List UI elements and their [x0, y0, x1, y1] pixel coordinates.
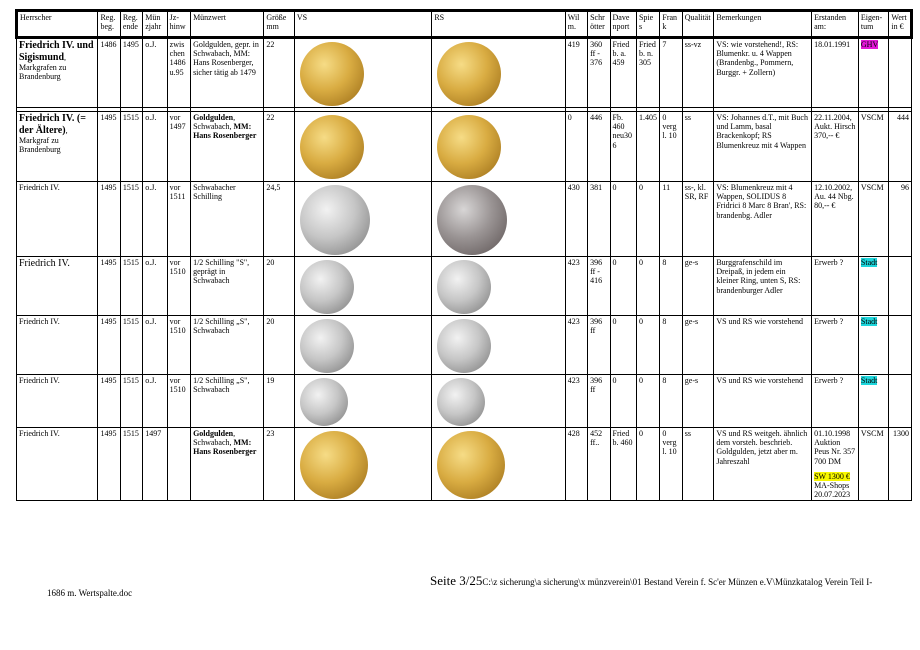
gold-coin-reverse-image	[437, 42, 501, 106]
davenport: 0	[610, 316, 636, 375]
herrscher-name: Friedrich IV.	[17, 375, 98, 428]
wert	[889, 38, 912, 108]
wert	[889, 316, 912, 375]
qualitaet: ss-, kl. SR, RF	[682, 182, 714, 257]
bemerkungen: VS: Blumenkreuz mit 4 Wappen, SOLIDUS 8 Fridrici 8 Marc 8 Bran', RS: brandenbg. Adler	[714, 182, 812, 257]
muenzwert-type: Goldgulden	[193, 429, 234, 438]
gold-coin-obverse-image	[300, 431, 368, 499]
silver-coin-obverse-image	[300, 319, 354, 373]
jz-hinw: zwis chen 1486 u.95	[167, 38, 190, 108]
gold-coin-reverse-image	[437, 431, 505, 499]
gold-coin-obverse-image	[300, 115, 364, 179]
reg-ende: 1515	[120, 112, 142, 182]
col-schroetter: Schr ötter	[588, 11, 610, 38]
col-reg-beg: Reg. beg.	[98, 11, 120, 38]
erstanden: Erwerb ?	[812, 316, 859, 375]
table-row	[17, 316, 912, 375]
page-number: Seite 3/25	[430, 573, 483, 588]
wert: 1300	[889, 428, 912, 501]
silver-coin-reverse-image	[437, 378, 485, 426]
col-bemerkungen: Bemerkungen	[714, 11, 812, 38]
groesse: 22	[264, 38, 295, 108]
schroetter: 396 ff - 416	[588, 257, 610, 316]
herrscher-name: Friedrich IV. (= der Ältere)	[19, 113, 86, 136]
wil: 430	[565, 182, 587, 257]
silver-coin-obverse-image	[300, 260, 354, 314]
reg-ende: 1515	[120, 182, 142, 257]
wil: 428	[565, 428, 587, 501]
silver-coin-obverse-image	[300, 185, 370, 255]
silver-coin-reverse-image	[437, 185, 507, 255]
davenport: Fried b. a. 459	[610, 38, 636, 108]
herrscher-title: , Markgraf zu Brandenburg	[19, 125, 68, 155]
muenzwert-mintmaster: MM: Hans Rosenberger	[193, 438, 257, 457]
davenport: 0	[610, 257, 636, 316]
groesse: 20	[264, 316, 295, 375]
gold-coin-reverse-image	[437, 115, 501, 179]
col-muenzwert: Münzwert	[191, 11, 264, 38]
wil: 423	[565, 257, 587, 316]
bemerkungen: VS: wie vorstehend!, RS: Blumenkr. u. 4 Wappen (Brandenbg., Pommern, Burggr. + Zollern)	[714, 38, 812, 108]
reg-beg: 1495	[98, 316, 120, 375]
muenzjahr: o.J.	[143, 112, 167, 182]
eigentum: VSCM	[858, 428, 889, 501]
col-erstanden: Erstanden am:	[812, 11, 859, 38]
groesse: 20	[264, 257, 295, 316]
wil: 0	[565, 112, 587, 182]
spies: 0	[636, 182, 659, 257]
davenport: 0	[610, 182, 636, 257]
frank: 8	[660, 316, 682, 375]
herrscher-name: Friedrich IV.	[17, 182, 98, 257]
davenport: 0	[610, 375, 636, 428]
erstanden: 22.11.2004, Aukt. Hirsch 370,-- €	[812, 112, 859, 182]
wil: 419	[565, 38, 587, 108]
col-rs: RS	[432, 11, 565, 38]
schroetter: 396 ff	[588, 375, 610, 428]
muenzwert: 1/2 Schilling „S", Schwabach	[191, 375, 264, 428]
reg-ende: 1515	[120, 316, 142, 375]
frank: 8	[660, 375, 682, 428]
muenzwert: Goldgulden, gepr. in Schwabach, MM: Hans Rosenberger, sicher tätig ab 1479	[191, 38, 264, 108]
muenzwert-place: , Schwabach,	[193, 429, 236, 448]
table-row	[17, 38, 912, 108]
muenzjahr: o.J.	[143, 375, 167, 428]
wert: 96	[889, 182, 912, 257]
col-muenzjahr: Mün zjahr	[143, 11, 167, 38]
frank: 8	[660, 257, 682, 316]
jz-hinw: vor 1510	[167, 316, 190, 375]
schroetter: 360 ff - 376	[588, 38, 610, 108]
eigentum-badge: Stadt	[860, 376, 878, 385]
wert	[889, 257, 912, 316]
table-row	[17, 375, 912, 428]
wil: 423	[565, 375, 587, 428]
eigentum-badge: Stadt	[860, 258, 878, 267]
page-footer	[430, 573, 872, 589]
groesse: 23	[264, 428, 295, 501]
bemerkungen: VS: Johannes d.T., mit Buch und Lamm, basal Brackenkopf; RS Blumenkreuz mit 4 Wappen	[714, 112, 812, 182]
erstanden-highlight: SW 1300 €	[814, 471, 850, 481]
reg-ende: 1515	[120, 257, 142, 316]
herrscher-name: Friedrich IV.	[17, 316, 98, 375]
wert	[889, 375, 912, 428]
col-wil: Wil m.	[565, 11, 587, 38]
header-row	[17, 11, 912, 38]
spies: 0	[636, 375, 659, 428]
davenport: Fried b. 460	[610, 428, 636, 501]
muenzjahr: o.J.	[143, 316, 167, 375]
herrscher-name: Friedrich IV. und Sigismund	[19, 40, 94, 63]
erstanden-after: MA-Shops 20.07.2023	[814, 480, 851, 500]
muenzwert: Schwabacher Schilling	[191, 182, 264, 257]
muenzwert-mintmaster: MM: Hans Rosenberger	[193, 122, 257, 141]
schroetter: 396 ff	[588, 316, 610, 375]
frank: 0 verg l. 10	[660, 428, 682, 501]
erstanden: 01.10.1998 Auktion Peus Nr. 357 700 DM	[814, 429, 856, 466]
col-wert: Wert in €	[889, 11, 912, 38]
file-path-continued: 1686 m. Wertspalte.doc	[47, 588, 133, 598]
muenzwert: 1/2 Schilling "S", geprägt in Schwabach	[191, 257, 264, 316]
spies: 0	[636, 316, 659, 375]
bemerkungen: VS und RS weitgeh. ähnlich dem vorsteh. beschrieb. Goldgulden, jetzt aber m. Jahreszahl	[714, 428, 812, 501]
reg-ende: 1515	[120, 428, 142, 501]
reg-beg: 1495	[98, 375, 120, 428]
qualitaet: ge-s	[682, 375, 714, 428]
qualitaet: ss-vz	[682, 38, 714, 108]
erstanden: 18.01.1991	[812, 38, 859, 108]
jz-hinw: vor 1497	[167, 112, 190, 182]
muenzwert: 1/2 Schilling „S", Schwabach	[191, 316, 264, 375]
col-spies: Spie s	[636, 11, 659, 38]
spies: 1.405	[636, 112, 659, 182]
coin-catalog-table	[15, 9, 913, 501]
groesse: 24,5	[264, 182, 295, 257]
qualitaet: ss	[682, 428, 714, 501]
eigentum: VSCM	[858, 182, 889, 257]
muenzwert-type: Goldgulden	[193, 113, 234, 122]
schroetter: 452 ff..	[588, 428, 610, 501]
erstanden: Erwerb ?	[812, 375, 859, 428]
eigentum-badge: Stadt	[860, 317, 878, 326]
davenport: Fb. 460 neu30 6	[610, 112, 636, 182]
reg-beg: 1495	[98, 257, 120, 316]
wil: 423	[565, 316, 587, 375]
schroetter: 381	[588, 182, 610, 257]
jz-hinw: vor 1510	[167, 257, 190, 316]
muenzjahr: o.J.	[143, 182, 167, 257]
qualitaet: ss	[682, 112, 714, 182]
frank: 11	[660, 182, 682, 257]
wert: 444	[889, 112, 912, 182]
muenzwert-place: , Schwabach,	[193, 113, 236, 132]
herrscher-name: Friedrich IV.	[17, 428, 98, 501]
qualitaet: ge-s	[682, 257, 714, 316]
col-qualitaet: Qualität	[682, 11, 714, 38]
spies: 0	[636, 257, 659, 316]
reg-beg: 1495	[98, 428, 120, 501]
reg-beg: 1495	[98, 112, 120, 182]
muenzjahr: o.J.	[143, 257, 167, 316]
col-eigentum: Eigen-tum	[858, 11, 889, 38]
schroetter: 446	[588, 112, 610, 182]
groesse: 19	[264, 375, 295, 428]
spies: Fried b. n. 305	[636, 38, 659, 108]
silver-coin-reverse-image	[437, 319, 491, 373]
erstanden: 12.10.2002, Au. 44 Nbg. 80,-- €	[812, 182, 859, 257]
jz-hinw	[167, 428, 190, 501]
jz-hinw: vor 1511	[167, 182, 190, 257]
qualitaet: ge-s	[682, 316, 714, 375]
frank: 0 verg l. 10	[660, 112, 682, 182]
herrscher-title: , Markgrafen zu Brandenburg	[19, 52, 67, 82]
table-row	[17, 257, 912, 316]
bemerkungen: VS und RS wie vorstehend	[714, 316, 812, 375]
eigentum: VSCM	[858, 112, 889, 182]
table-row	[17, 428, 912, 501]
table-row	[17, 112, 912, 182]
col-reg-ende: Reg. ende	[120, 11, 142, 38]
silver-coin-obverse-image	[300, 378, 348, 426]
col-groesse: Größe mm	[264, 11, 295, 38]
spies: 0	[636, 428, 659, 501]
herrscher-name: Friedrich IV.	[19, 258, 70, 269]
col-frank: Fran k	[660, 11, 682, 38]
bemerkungen: Burggrafenschild im Dreipaß, in jedem ein kleiner Ring, unten S, RS: brandenburger Adler	[714, 257, 812, 316]
muenzjahr: 1497	[143, 428, 167, 501]
groesse: 22	[264, 112, 295, 182]
reg-ende: 1495	[120, 38, 142, 108]
bemerkungen: VS und RS wie vorstehend	[714, 375, 812, 428]
reg-beg: 1486	[98, 38, 120, 108]
col-jz-hinw: Jz-hinw	[167, 11, 190, 38]
silver-coin-reverse-image	[437, 260, 491, 314]
table-row	[17, 182, 912, 257]
erstanden: Erwerb ?	[812, 257, 859, 316]
gold-coin-obverse-image	[300, 42, 364, 106]
reg-ende: 1515	[120, 375, 142, 428]
reg-beg: 1495	[98, 182, 120, 257]
eigentum-badge: GHV	[860, 40, 879, 49]
jz-hinw: vor 1510	[167, 375, 190, 428]
col-davenport: Dave nport	[610, 11, 636, 38]
col-herrscher: Herrscher	[17, 11, 98, 38]
file-path: C:\z sicherung\a sicherung\x münzverein\01 Bestand Verein f. Sc'er Münzen e.V\Münzkatalog Verein Teil I-	[482, 577, 873, 587]
muenzjahr: o.J.	[143, 38, 167, 108]
frank: 7	[660, 38, 682, 108]
col-vs: VS	[294, 11, 431, 38]
